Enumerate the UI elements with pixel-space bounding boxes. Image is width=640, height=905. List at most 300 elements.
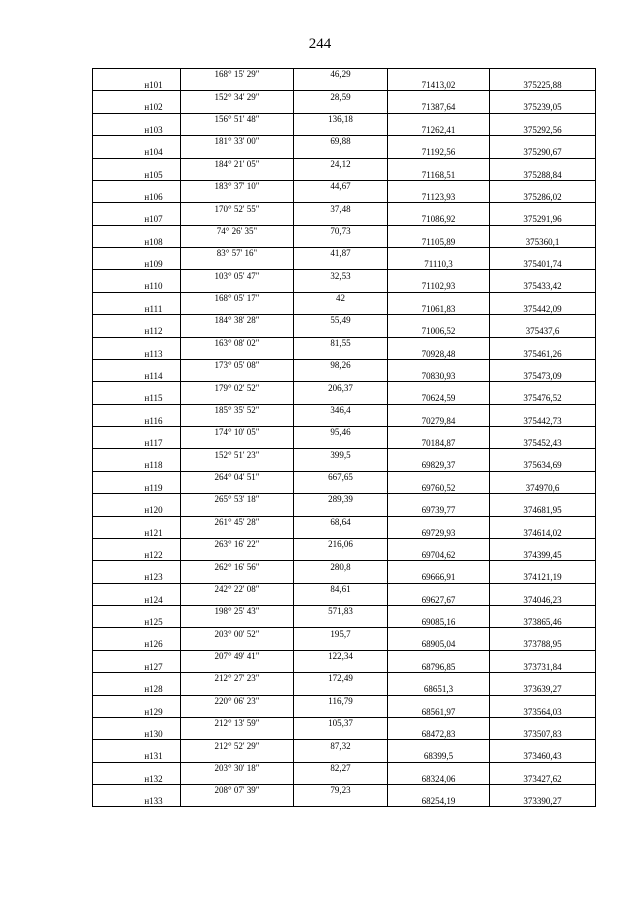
table-row-segment [93, 225, 596, 236]
distance-cell [294, 348, 388, 359]
direction-angle-cell: 203° 00' 52" [181, 628, 294, 639]
table-row-segment [93, 650, 596, 661]
y-coordinate-cell [490, 337, 596, 348]
y-coordinate-cell: 374046,23 [490, 594, 596, 605]
x-coordinate-cell: 71061,83 [388, 303, 490, 314]
point-name-cell [93, 382, 181, 393]
x-coordinate-cell: 69085,16 [388, 617, 490, 628]
direction-angle-cell [181, 80, 294, 91]
distance-cell [294, 147, 388, 158]
point-name-cell [93, 449, 181, 460]
distance-cell: 41,87 [294, 248, 388, 259]
x-coordinate-cell [388, 449, 490, 460]
distance-cell: 28,59 [294, 91, 388, 102]
x-coordinate-cell: 68472,83 [388, 729, 490, 740]
direction-angle-cell: 264° 04' 51" [181, 471, 294, 482]
distance-cell: 69,88 [294, 136, 388, 147]
x-coordinate-cell [388, 673, 490, 684]
distance-cell [294, 438, 388, 449]
y-coordinate-cell: 375634,69 [490, 460, 596, 471]
distance-cell [294, 505, 388, 516]
direction-angle-cell [181, 527, 294, 538]
y-coordinate-cell: 375291,96 [490, 214, 596, 225]
direction-angle-cell: 168° 15' 29" [181, 69, 294, 80]
table-row-point [93, 303, 596, 314]
table-row-point [93, 259, 596, 270]
direction-angle-cell [181, 192, 294, 203]
x-coordinate-cell [388, 158, 490, 169]
table-row-point [93, 371, 596, 382]
x-coordinate-cell: 70184,87 [388, 438, 490, 449]
direction-angle-cell [181, 617, 294, 628]
point-name-cell [93, 494, 181, 505]
x-coordinate-cell [388, 91, 490, 102]
table-row-point [93, 796, 596, 807]
point-name-cell [93, 359, 181, 370]
point-name-cell: н124 [93, 594, 181, 605]
table-row-point [93, 192, 596, 203]
distance-cell: 216,06 [294, 538, 388, 549]
y-coordinate-cell [490, 427, 596, 438]
x-coordinate-cell: 68905,04 [388, 639, 490, 650]
table-row-segment [93, 292, 596, 303]
direction-angle-cell: 184° 21' 05" [181, 158, 294, 169]
point-name-cell: н105 [93, 169, 181, 180]
distance-cell [294, 684, 388, 695]
distance-cell: 136,18 [294, 113, 388, 124]
y-coordinate-cell: 375288,84 [490, 169, 596, 180]
distance-cell [294, 303, 388, 314]
direction-angle-cell: 156° 51' 48" [181, 113, 294, 124]
direction-angle-cell [181, 214, 294, 225]
point-name-cell [93, 695, 181, 706]
x-coordinate-cell: 70279,84 [388, 415, 490, 426]
x-coordinate-cell: 71168,51 [388, 169, 490, 180]
table-row-segment [93, 315, 596, 326]
x-coordinate-cell [388, 471, 490, 482]
point-name-cell [93, 650, 181, 661]
point-name-cell: н131 [93, 751, 181, 762]
x-coordinate-cell: 71123,93 [388, 192, 490, 203]
distance-cell [294, 415, 388, 426]
point-name-cell: н118 [93, 460, 181, 471]
table-row-point [93, 393, 596, 404]
point-name-cell [93, 427, 181, 438]
table-row-segment [93, 203, 596, 214]
table-row-segment [93, 785, 596, 796]
direction-angle-cell [181, 393, 294, 404]
table-row-segment [93, 494, 596, 505]
x-coordinate-cell [388, 494, 490, 505]
x-coordinate-cell [388, 695, 490, 706]
direction-angle-cell: 152° 34' 29" [181, 91, 294, 102]
distance-cell [294, 527, 388, 538]
table-row-segment [93, 538, 596, 549]
direction-angle-cell: 181° 33' 00" [181, 136, 294, 147]
table-row-segment [93, 382, 596, 393]
direction-angle-cell [181, 796, 294, 807]
y-coordinate-cell [490, 471, 596, 482]
distance-cell: 105,37 [294, 717, 388, 728]
y-coordinate-cell: 375225,88 [490, 80, 596, 91]
direction-angle-cell: 203° 30' 18" [181, 762, 294, 773]
x-coordinate-cell: 71006,52 [388, 326, 490, 337]
point-name-cell: н108 [93, 236, 181, 247]
table-row-segment [93, 740, 596, 751]
table-row-point [93, 617, 596, 628]
x-coordinate-cell: 70830,93 [388, 371, 490, 382]
y-coordinate-cell [490, 113, 596, 124]
distance-cell: 98,26 [294, 359, 388, 370]
y-coordinate-cell: 375360,1 [490, 236, 596, 247]
point-name-cell: н106 [93, 192, 181, 203]
direction-angle-cell [181, 124, 294, 135]
table-row-point [93, 773, 596, 784]
distance-cell: 37,48 [294, 203, 388, 214]
y-coordinate-cell [490, 91, 596, 102]
point-name-cell: н129 [93, 706, 181, 717]
table-row-segment [93, 180, 596, 191]
distance-cell [294, 773, 388, 784]
y-coordinate-cell [490, 292, 596, 303]
point-name-cell: н103 [93, 124, 181, 135]
direction-angle-cell: 174° 10' 05" [181, 427, 294, 438]
y-coordinate-cell: 375442,73 [490, 415, 596, 426]
y-coordinate-cell [490, 203, 596, 214]
x-coordinate-cell: 68324,06 [388, 773, 490, 784]
y-coordinate-cell [490, 673, 596, 684]
distance-cell: 44,67 [294, 180, 388, 191]
point-name-cell [93, 292, 181, 303]
x-coordinate-cell: 71387,64 [388, 102, 490, 113]
direction-angle-cell: 173° 05' 08" [181, 359, 294, 370]
point-name-cell [93, 248, 181, 259]
table-row-segment [93, 561, 596, 572]
y-coordinate-cell: 374399,45 [490, 550, 596, 561]
distance-cell: 346,4 [294, 404, 388, 415]
table-row-segment [93, 471, 596, 482]
point-name-cell [93, 404, 181, 415]
y-coordinate-cell [490, 561, 596, 572]
direction-angle-cell [181, 482, 294, 493]
distance-cell [294, 729, 388, 740]
x-coordinate-cell: 71192,56 [388, 147, 490, 158]
y-coordinate-cell [490, 650, 596, 661]
distance-cell [294, 572, 388, 583]
table-row-segment [93, 270, 596, 281]
x-coordinate-cell: 69666,91 [388, 572, 490, 583]
point-name-cell: н113 [93, 348, 181, 359]
direction-angle-cell [181, 259, 294, 270]
point-name-cell [93, 337, 181, 348]
table-row-segment [93, 762, 596, 773]
x-coordinate-cell: 69739,77 [388, 505, 490, 516]
page-number: 244 [308, 36, 332, 52]
point-name-cell: н104 [93, 147, 181, 158]
y-coordinate-cell [490, 717, 596, 728]
point-name-cell: н127 [93, 661, 181, 672]
y-coordinate-cell [490, 785, 596, 796]
y-coordinate-cell [490, 404, 596, 415]
distance-cell: 280,8 [294, 561, 388, 572]
y-coordinate-cell: 373390,27 [490, 796, 596, 807]
x-coordinate-cell: 71105,89 [388, 236, 490, 247]
point-name-cell [93, 740, 181, 751]
table-row-point [93, 348, 596, 359]
y-coordinate-cell: 375433,42 [490, 281, 596, 292]
x-coordinate-cell: 68254,19 [388, 796, 490, 807]
direction-angle-cell: 168° 05' 17" [181, 292, 294, 303]
distance-cell [294, 169, 388, 180]
direction-angle-cell: 83° 57' 16" [181, 248, 294, 259]
distance-cell: 172,49 [294, 673, 388, 684]
table-row-point [93, 124, 596, 135]
distance-cell: 122,34 [294, 650, 388, 661]
distance-cell: 70,73 [294, 225, 388, 236]
point-name-cell [93, 315, 181, 326]
direction-angle-cell [181, 572, 294, 583]
x-coordinate-cell: 71102,93 [388, 281, 490, 292]
distance-cell [294, 371, 388, 382]
distance-cell [294, 661, 388, 672]
point-name-cell: н102 [93, 102, 181, 113]
point-name-cell: н119 [93, 482, 181, 493]
distance-cell: 24,12 [294, 158, 388, 169]
y-coordinate-cell: 375292,56 [490, 124, 596, 135]
distance-cell: 68,64 [294, 516, 388, 527]
y-coordinate-cell: 375401,74 [490, 259, 596, 270]
coordinates-table-body [93, 69, 596, 807]
direction-angle-cell [181, 460, 294, 471]
point-name-cell [93, 203, 181, 214]
distance-cell [294, 80, 388, 91]
point-name-cell: н111 [93, 303, 181, 314]
y-coordinate-cell: 375452,43 [490, 438, 596, 449]
table-row-segment [93, 628, 596, 639]
direction-angle-cell: 262° 16' 56" [181, 561, 294, 572]
distance-cell: 206,37 [294, 382, 388, 393]
direction-angle-cell: 103° 05' 47" [181, 270, 294, 281]
point-name-cell [93, 606, 181, 617]
table-row-point [93, 751, 596, 762]
y-coordinate-cell [490, 158, 596, 169]
distance-cell [294, 639, 388, 650]
table-row-point [93, 639, 596, 650]
direction-angle-cell [181, 594, 294, 605]
point-name-cell [93, 583, 181, 594]
y-coordinate-cell: 375437,6 [490, 326, 596, 337]
direction-angle-cell: 74° 26' 35" [181, 225, 294, 236]
x-coordinate-cell [388, 628, 490, 639]
table-row-segment [93, 606, 596, 617]
x-coordinate-cell [388, 69, 490, 80]
table-row-point [93, 505, 596, 516]
direction-angle-cell: 163° 08' 02" [181, 337, 294, 348]
point-name-cell [93, 69, 181, 80]
x-coordinate-cell [388, 382, 490, 393]
x-coordinate-cell: 71110,3 [388, 259, 490, 270]
y-coordinate-cell [490, 180, 596, 191]
table-row-point [93, 572, 596, 583]
x-coordinate-cell: 68561,97 [388, 706, 490, 717]
direction-angle-cell: 208° 07' 39" [181, 785, 294, 796]
direction-angle-cell [181, 438, 294, 449]
y-coordinate-cell: 375442,09 [490, 303, 596, 314]
point-name-cell: н128 [93, 684, 181, 695]
table-row-point [93, 438, 596, 449]
point-name-cell: н117 [93, 438, 181, 449]
x-coordinate-cell [388, 359, 490, 370]
y-coordinate-cell: 375290,67 [490, 147, 596, 158]
point-name-cell [93, 180, 181, 191]
table-row-segment [93, 717, 596, 728]
point-name-cell: н126 [93, 639, 181, 650]
direction-angle-cell [181, 303, 294, 314]
x-coordinate-cell: 71262,41 [388, 124, 490, 135]
x-coordinate-cell: 69704,62 [388, 550, 490, 561]
x-coordinate-cell [388, 203, 490, 214]
table-row-segment [93, 91, 596, 102]
table-row-point [93, 214, 596, 225]
table-row-segment [93, 248, 596, 259]
y-coordinate-cell [490, 136, 596, 147]
y-coordinate-cell: 373427,62 [490, 773, 596, 784]
distance-cell: 32,53 [294, 270, 388, 281]
table-row-point [93, 527, 596, 538]
distance-cell: 46,29 [294, 69, 388, 80]
x-coordinate-cell [388, 785, 490, 796]
distance-cell: 55,49 [294, 315, 388, 326]
point-name-cell: н125 [93, 617, 181, 628]
table-row-segment [93, 449, 596, 460]
distance-cell [294, 617, 388, 628]
x-coordinate-cell [388, 292, 490, 303]
x-coordinate-cell [388, 717, 490, 728]
y-coordinate-cell [490, 315, 596, 326]
table-row-segment [93, 673, 596, 684]
distance-cell [294, 192, 388, 203]
distance-cell: 399,5 [294, 449, 388, 460]
x-coordinate-cell [388, 270, 490, 281]
table-row-point [93, 550, 596, 561]
point-name-cell: н110 [93, 281, 181, 292]
x-coordinate-cell [388, 561, 490, 572]
x-coordinate-cell [388, 136, 490, 147]
x-coordinate-cell [388, 538, 490, 549]
table-row-segment [93, 427, 596, 438]
y-coordinate-cell [490, 270, 596, 281]
direction-angle-cell [181, 550, 294, 561]
distance-cell [294, 460, 388, 471]
y-coordinate-cell [490, 538, 596, 549]
y-coordinate-cell [490, 225, 596, 236]
point-name-cell [93, 158, 181, 169]
table-row-point [93, 594, 596, 605]
x-coordinate-cell: 70624,59 [388, 393, 490, 404]
y-coordinate-cell [490, 449, 596, 460]
table-row-segment [93, 695, 596, 706]
x-coordinate-cell [388, 225, 490, 236]
y-coordinate-cell [490, 583, 596, 594]
distance-cell [294, 326, 388, 337]
direction-angle-cell [181, 169, 294, 180]
y-coordinate-cell [490, 382, 596, 393]
distance-cell [294, 281, 388, 292]
y-coordinate-cell: 374121,19 [490, 572, 596, 583]
table-row-point [93, 684, 596, 695]
point-name-cell [93, 785, 181, 796]
table-row-point [93, 482, 596, 493]
table-row-point [93, 460, 596, 471]
x-coordinate-cell [388, 427, 490, 438]
x-coordinate-cell [388, 740, 490, 751]
table-row-point [93, 169, 596, 180]
table-row-point [93, 236, 596, 247]
point-name-cell [93, 538, 181, 549]
y-coordinate-cell [490, 762, 596, 773]
x-coordinate-cell: 69760,52 [388, 482, 490, 493]
y-coordinate-cell: 373564,03 [490, 706, 596, 717]
x-coordinate-cell [388, 404, 490, 415]
direction-angle-cell: 212° 13' 59" [181, 717, 294, 728]
table-row-point [93, 326, 596, 337]
table-row-point [93, 102, 596, 113]
y-coordinate-cell [490, 516, 596, 527]
table-row-segment [93, 69, 596, 80]
direction-angle-cell [181, 706, 294, 717]
direction-angle-cell [181, 773, 294, 784]
x-coordinate-cell [388, 315, 490, 326]
y-coordinate-cell [490, 740, 596, 751]
direction-angle-cell [181, 415, 294, 426]
x-coordinate-cell: 68796,85 [388, 661, 490, 672]
direction-angle-cell [181, 236, 294, 247]
point-name-cell: н123 [93, 572, 181, 583]
point-name-cell [93, 136, 181, 147]
x-coordinate-cell: 70928,48 [388, 348, 490, 359]
direction-angle-cell [181, 147, 294, 158]
distance-cell [294, 236, 388, 247]
point-name-cell [93, 225, 181, 236]
table-row-segment [93, 337, 596, 348]
y-coordinate-cell: 374681,95 [490, 505, 596, 516]
y-coordinate-cell: 373731,84 [490, 661, 596, 672]
y-coordinate-cell: 373639,27 [490, 684, 596, 695]
point-name-cell: н101 [93, 80, 181, 91]
y-coordinate-cell: 373507,83 [490, 729, 596, 740]
y-coordinate-cell: 375473,09 [490, 371, 596, 382]
x-coordinate-cell: 71413,02 [388, 80, 490, 91]
point-name-cell: н116 [93, 415, 181, 426]
y-coordinate-cell: 374614,02 [490, 527, 596, 538]
point-name-cell: н133 [93, 796, 181, 807]
point-name-cell [93, 91, 181, 102]
direction-angle-cell: 185° 35' 52" [181, 404, 294, 415]
y-coordinate-cell: 375461,26 [490, 348, 596, 359]
direction-angle-cell: 220° 06' 23" [181, 695, 294, 706]
distance-cell [294, 594, 388, 605]
direction-angle-cell: 183° 37' 10" [181, 180, 294, 191]
direction-angle-cell [181, 639, 294, 650]
x-coordinate-cell [388, 606, 490, 617]
point-name-cell: н122 [93, 550, 181, 561]
point-name-cell [93, 471, 181, 482]
distance-cell [294, 796, 388, 807]
distance-cell [294, 550, 388, 561]
y-coordinate-cell: 373460,43 [490, 751, 596, 762]
direction-angle-cell [181, 371, 294, 382]
x-coordinate-cell: 69829,37 [388, 460, 490, 471]
